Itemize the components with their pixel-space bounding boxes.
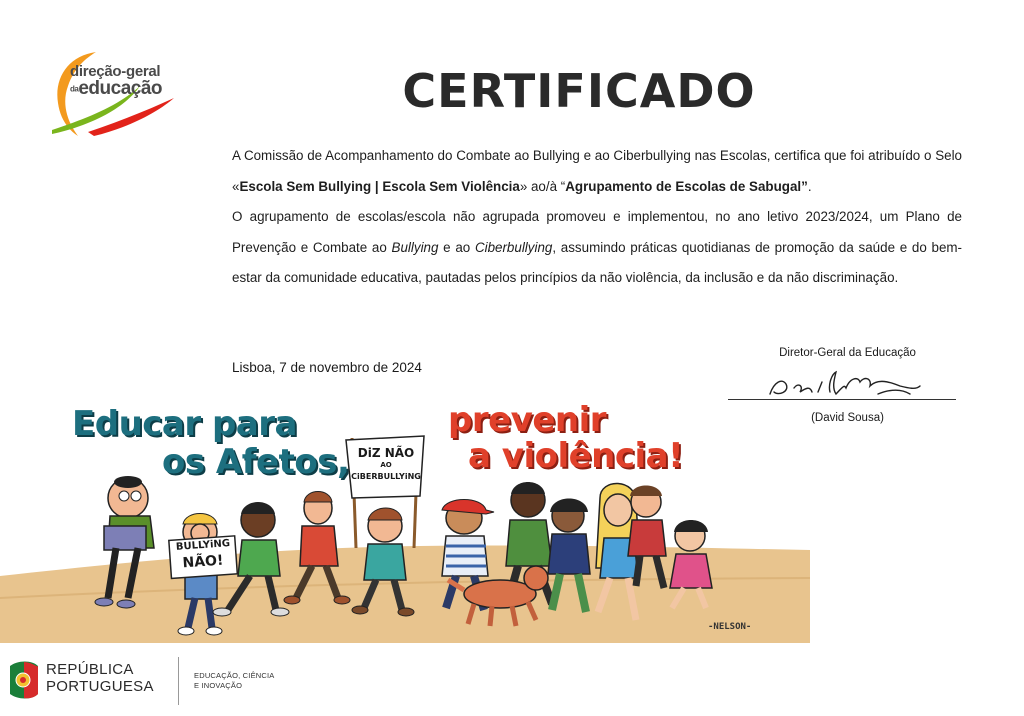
sign-ciberbullying-line2: AO xyxy=(380,461,392,469)
republic-line1: REPÚBLICA xyxy=(46,661,134,678)
school-name: Agrupamento de Escolas de Sabugal” xyxy=(565,178,808,194)
signatory-role: Diretor-Geral da Educação xyxy=(779,347,916,359)
republic-emblem-icon xyxy=(8,660,40,700)
sign-ciberbullying-line3: CiBERBULLYiNG xyxy=(351,472,421,481)
sign-bullying-line1: BULLYiNG xyxy=(175,538,231,553)
paragraph-1 xyxy=(232,141,962,202)
slogan-line4: a violência! xyxy=(468,436,684,476)
p2-bullying: Bullying xyxy=(391,239,439,255)
ministry-line2: E INOVAÇÃO xyxy=(194,681,243,690)
republic-name xyxy=(46,661,154,695)
slogan-line3: prevenir xyxy=(448,400,607,440)
page-title: CERTIFICADO xyxy=(402,64,756,118)
p1-text-a: A Comissão de Acompanhamento do Combate ao Bullying e ao Ciberbullying nas Escolas, certifica que foi atribuído o Selo « xyxy=(232,148,962,194)
certificate-body xyxy=(232,141,962,294)
artist-credit: -NELSON- xyxy=(708,622,752,632)
issue-date: Lisboa, 7 de novembro de 2024 xyxy=(232,360,422,375)
p1-text-c: . xyxy=(807,178,812,194)
handwritten-signature xyxy=(760,366,940,402)
seal-name: Escola Sem Bullying | Escola Sem Violência xyxy=(239,178,520,194)
logo-text-main: educação xyxy=(78,78,162,99)
signatory-name: (David Sousa) xyxy=(811,412,884,424)
republic-line2: PORTUGUESA xyxy=(46,678,154,695)
slogan-line1: Educar para xyxy=(72,404,297,444)
p2-text-c: , assumindo práticas quotidianas de promoção da saúde e do bem-estar da comunidade educativa, pautadas pelos princípios da não violência, da inclusão e da não discriminação. xyxy=(232,239,962,286)
sign-bullying-line2: NÃO! xyxy=(182,552,224,572)
ministry-line1: EDUCAÇÃO, CIÊNCIA xyxy=(194,671,275,680)
paragraph-2 xyxy=(232,202,962,294)
p2-text-b: e ao xyxy=(438,239,475,255)
p2-text-a: O agrupamento de escolas/escola não agrupada promoveu e implementou, no ano letivo 2023/2024, um Plano de Prevenção e Combate ao xyxy=(232,209,962,255)
footer-divider xyxy=(178,657,179,705)
sign-ciberbullying-line1: DiZ NÃO xyxy=(357,446,415,460)
p2-ciberbullying: Ciberbullying xyxy=(474,239,553,255)
campaign-illustration xyxy=(0,398,810,643)
logo-text-prefix: da xyxy=(70,84,79,94)
ministry-name xyxy=(194,671,275,691)
logo-text-line1: direção-geral xyxy=(70,63,161,80)
p1-text-b: » ao/à “ xyxy=(519,178,566,194)
slogan-line2: os Afetos, xyxy=(162,442,350,482)
